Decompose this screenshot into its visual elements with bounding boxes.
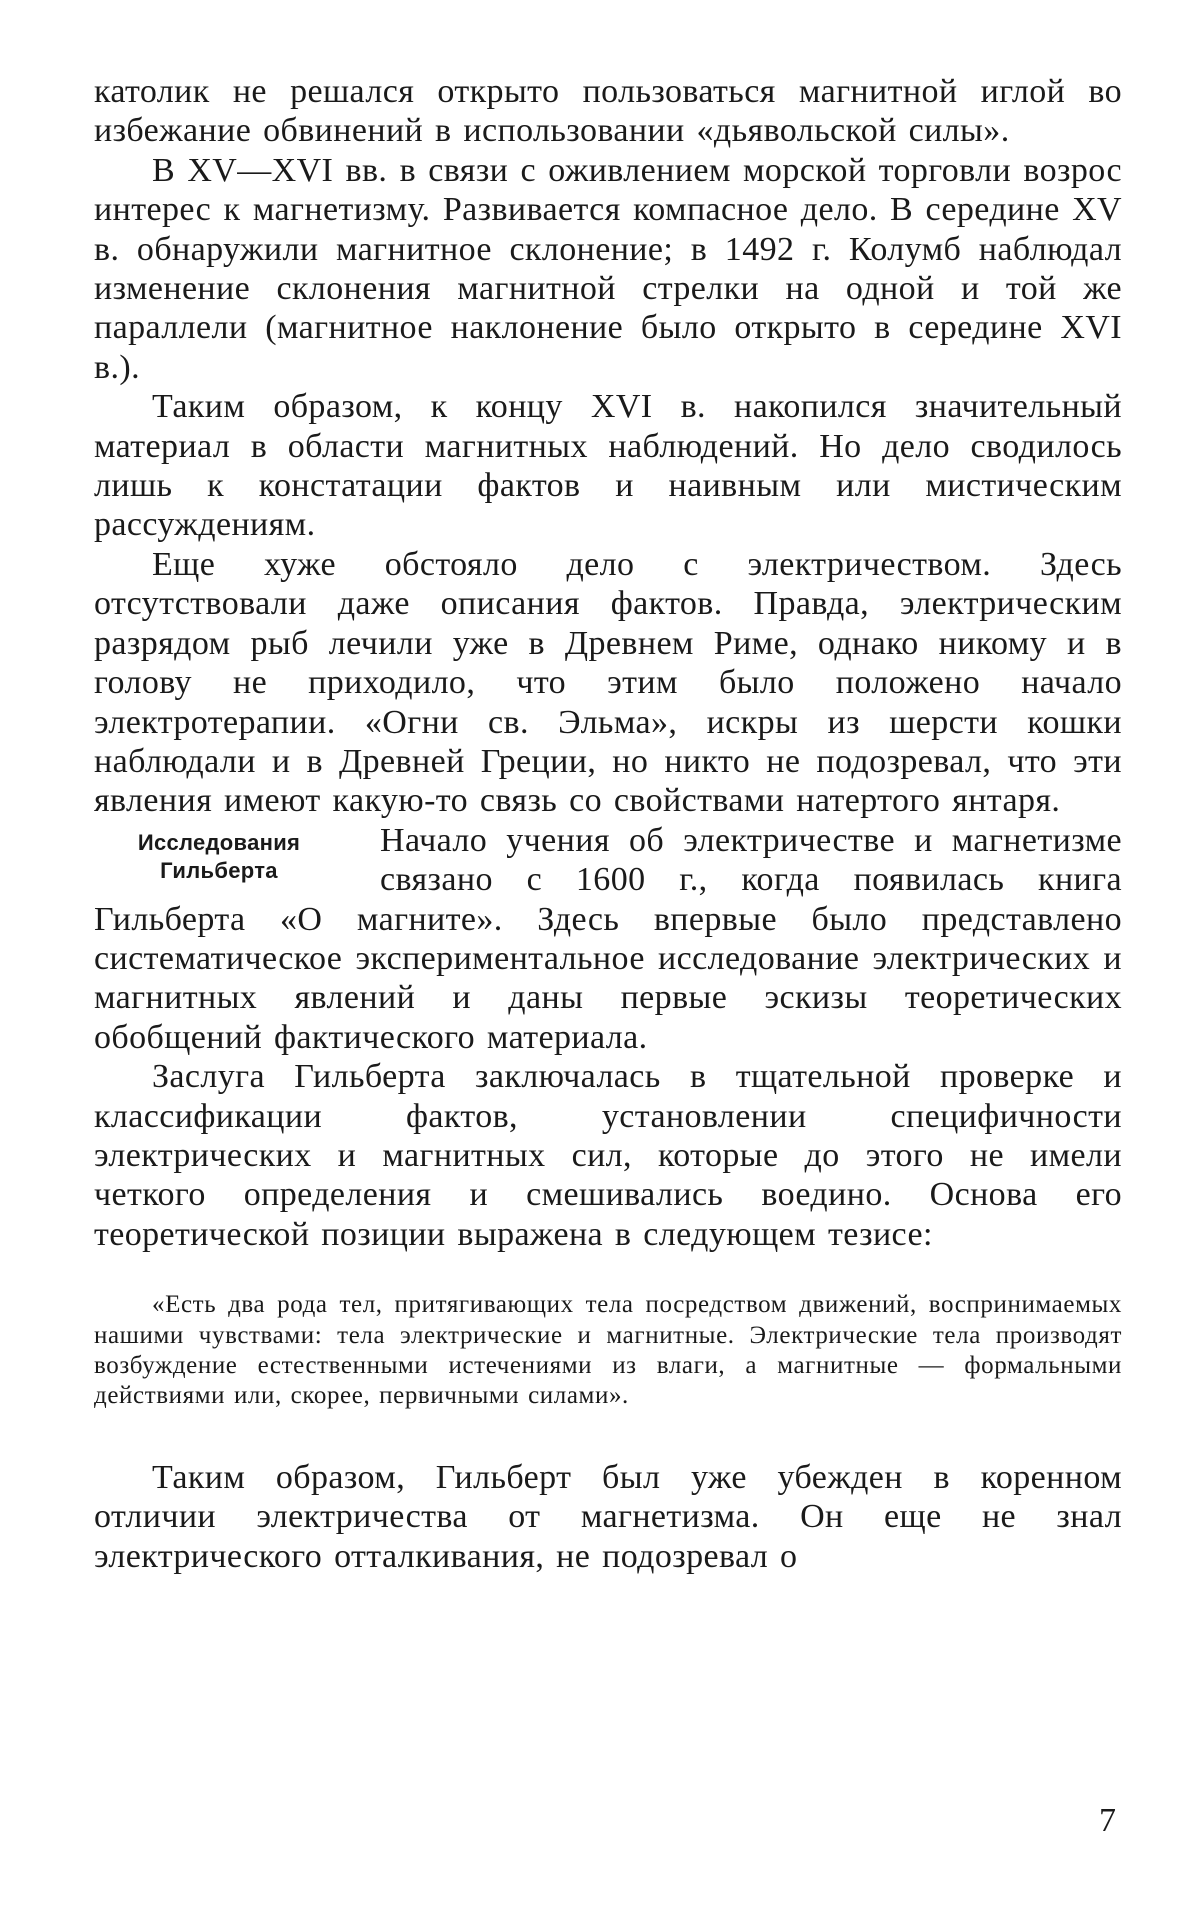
margin-heading [94,829,344,885]
paragraph-2: В XV—XVI вв. в связи с оживлением морской торговли возрос интерес к магнетизму. Развивается компасное дело. В середине XV в. обнаружили магнитное склонение; в 1492 г. Колумб наблюдал изменение склонения магнитной стрелки на одной и той же параллели (магнитное наклонение было открыто в середине XVI в.). [94,151,1122,386]
page-body [94,72,1122,1576]
paragraph-7: Таким образом, Гильберт был уже убежден в коренном отличии электричества от магнетизма. Он еще не знал электрического отталкивания, не подозревал о [94,1458,1122,1575]
paragraph-3: Таким образом, к концу XVI в. накопился значительный материал в области магнитных наблюдений. Но дело сводилось лишь к констатации фактов и наивным или мистическим рассуждениям. [94,388,1122,544]
block-quote: «Есть два рода тел, притягивающих тела посредством движений, воспринимаемых нашими чувствами: тела электрические и магнитные. Электрические тела производят возбуждение естественными истечениями из влаги, а магнитные — формальными действиями или, скорее, первичными силами». [94,1291,1122,1410]
margin-heading-line-1: Исследования [137,829,301,855]
paragraph-6: Заслуга Гильберта заключалась в тщательной проверке и классификации фактов, установлении специфичности электрических и магнитных сил, которые до этого не имели четкого определения и смешивались воедино. Основа его теоретической позиции выражена в следующем тезисе: [94,1058,1122,1253]
page-number: 7 [1099,1802,1116,1839]
paragraph-5: Начало учения об электричестве и магнетизме связано с 1600 г., когда появилась книга Гильберта «О магните». Здесь впервые было представлено систематическое экспериментальное исследование электрических и магнитных явлений и даны первые эскизы теоретических обобщений фактического материала. [94,821,1122,1056]
paragraph-4: Еще хуже обстояло дело с электричеством. Здесь отсутствовали даже описания фактов. Правда, электрическим разрядом рыб лечили уже в Древнем Риме, однако никому и в голову не приходило, что этим было положено начало электротерапии. «Огни св. Эльма», искры из шерсти кошки наблюдали и в Древней Греции, но никто не подозревал, что эти явления имеют какую-то связь со свойствами натертого янтаря. [94,545,1122,820]
paragraph-1: католик не решался открыто пользоваться магнитной иглой во избежание обвинений в использовании «дьявольской силы». [94,73,1122,150]
margin-heading-line-2: Гильберта [160,857,278,883]
